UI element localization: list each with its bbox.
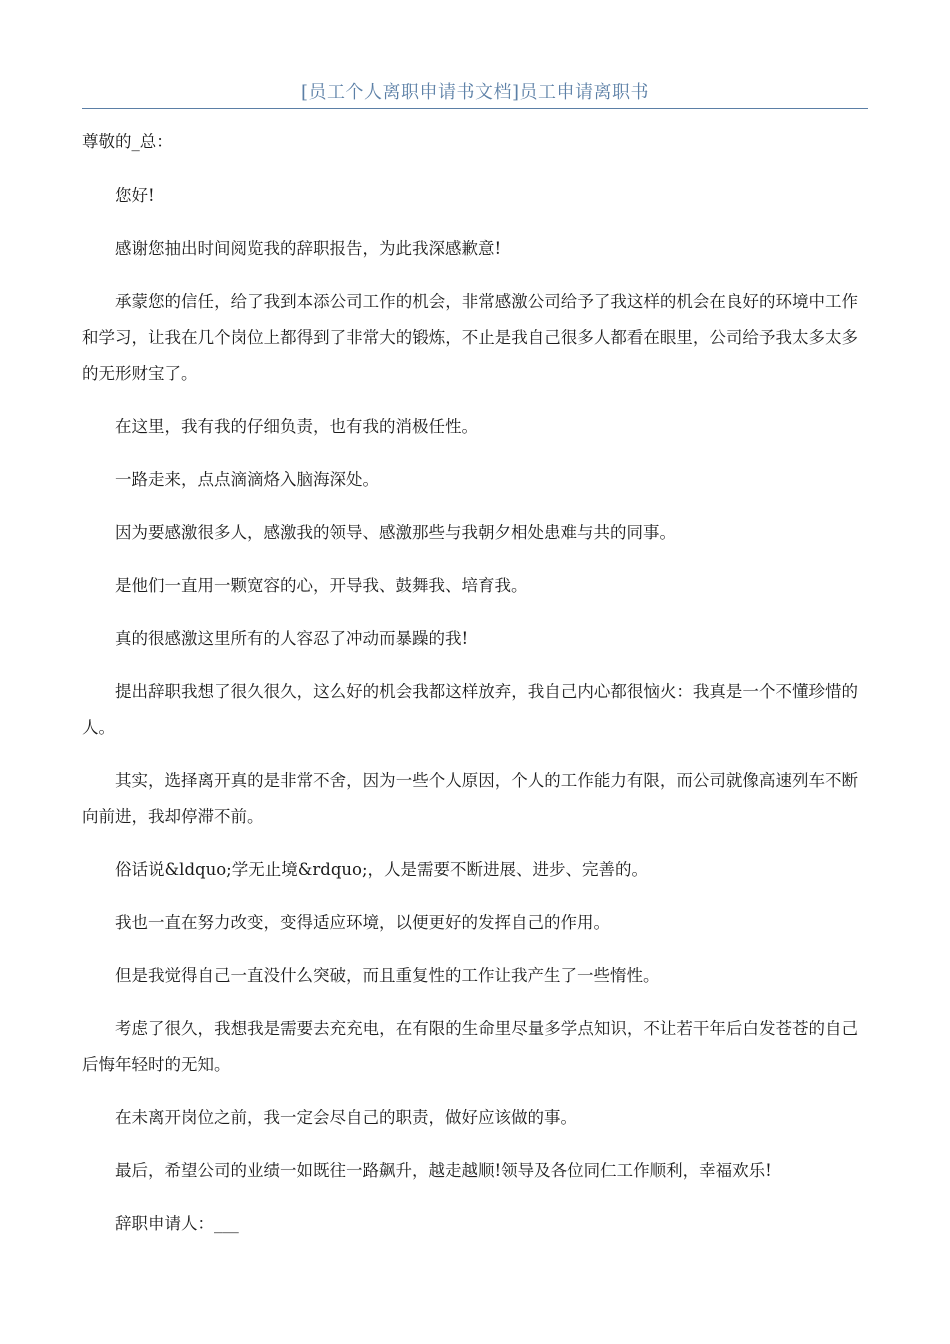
letter-paragraph: 我也一直在努力改变，变得适应环境，以便更好的发挥自己的作用。 bbox=[115, 913, 610, 932]
letter-paragraph: 但是我觉得自己一直没什么突破，而且重复性的工作让我产生了一些惰性。 bbox=[115, 966, 660, 985]
letter-paragraph: 在未离开岗位之前，我一定会尽自己的职责，做好应该做的事。 bbox=[115, 1108, 577, 1127]
letter-paragraph: 您好! bbox=[115, 186, 155, 205]
letter-paragraph: 最后，希望公司的业绩一如既往一路飙升，越走越顺!领导及各位同仁工作顺利，幸福欢乐! bbox=[115, 1161, 772, 1180]
letter-paragraph: 俗话说&ldquo;学无止境&rdquo;，人是需要不断进展、进步、完善的。 bbox=[115, 860, 649, 879]
letter-paragraph: 一路走来，点点滴滴烙入脑海深处。 bbox=[115, 470, 379, 489]
document-header-title: [员工个人离职申请书文档]员工申请离职书 bbox=[300, 82, 650, 103]
letter-paragraph: 承蒙您的信任，给了我到本添公司工作的机会，非常感激公司给予了我这样的机会在良好的环境中工作和学习，让我在几个岗位上都得到了非常大的锻炼，不止是我自己很多人都看在眼里，公司给予我太多太多的无形财宝了。 bbox=[82, 292, 858, 383]
letter-paragraph: 其实，选择离开真的是非常不舍，因为一些个人原因，个人的工作能力有限，而公司就像高速列车不断向前进，我却停滞不前。 bbox=[82, 771, 858, 826]
letter-paragraph: 真的很感激这里所有的人容忍了冲动而暴躁的我! bbox=[115, 629, 469, 648]
letter-paragraph: 在这里，我有我的仔细负责，也有我的消极任性。 bbox=[115, 417, 478, 436]
letter-paragraph: 考虑了很久，我想我是需要去充充电，在有限的生命里尽量多学点知识，不让若干年后白发苍苍的自己后悔年轻时的无知。 bbox=[82, 1019, 858, 1074]
letter-signature: 辞职申请人：___ bbox=[115, 1214, 239, 1233]
header-divider bbox=[82, 108, 868, 109]
letter-paragraph: 因为要感激很多人，感激我的领导、感激那些与我朝夕相处患难与共的同事。 bbox=[115, 523, 676, 542]
letter-paragraph: 提出辞职我想了很久很久，这么好的机会我都这样放弃，我自己内心都很恼火：我真是一个不懂珍惜的人。 bbox=[82, 682, 858, 737]
letter-salutation: 尊敬的_总： bbox=[82, 132, 173, 151]
letter-body bbox=[82, 124, 858, 1259]
letter-paragraph: 是他们一直用一颗宽容的心，开导我、鼓舞我、培育我。 bbox=[115, 576, 528, 595]
letter-paragraph: 感谢您抽出时间阅览我的辞职报告，为此我深感歉意! bbox=[115, 239, 502, 258]
